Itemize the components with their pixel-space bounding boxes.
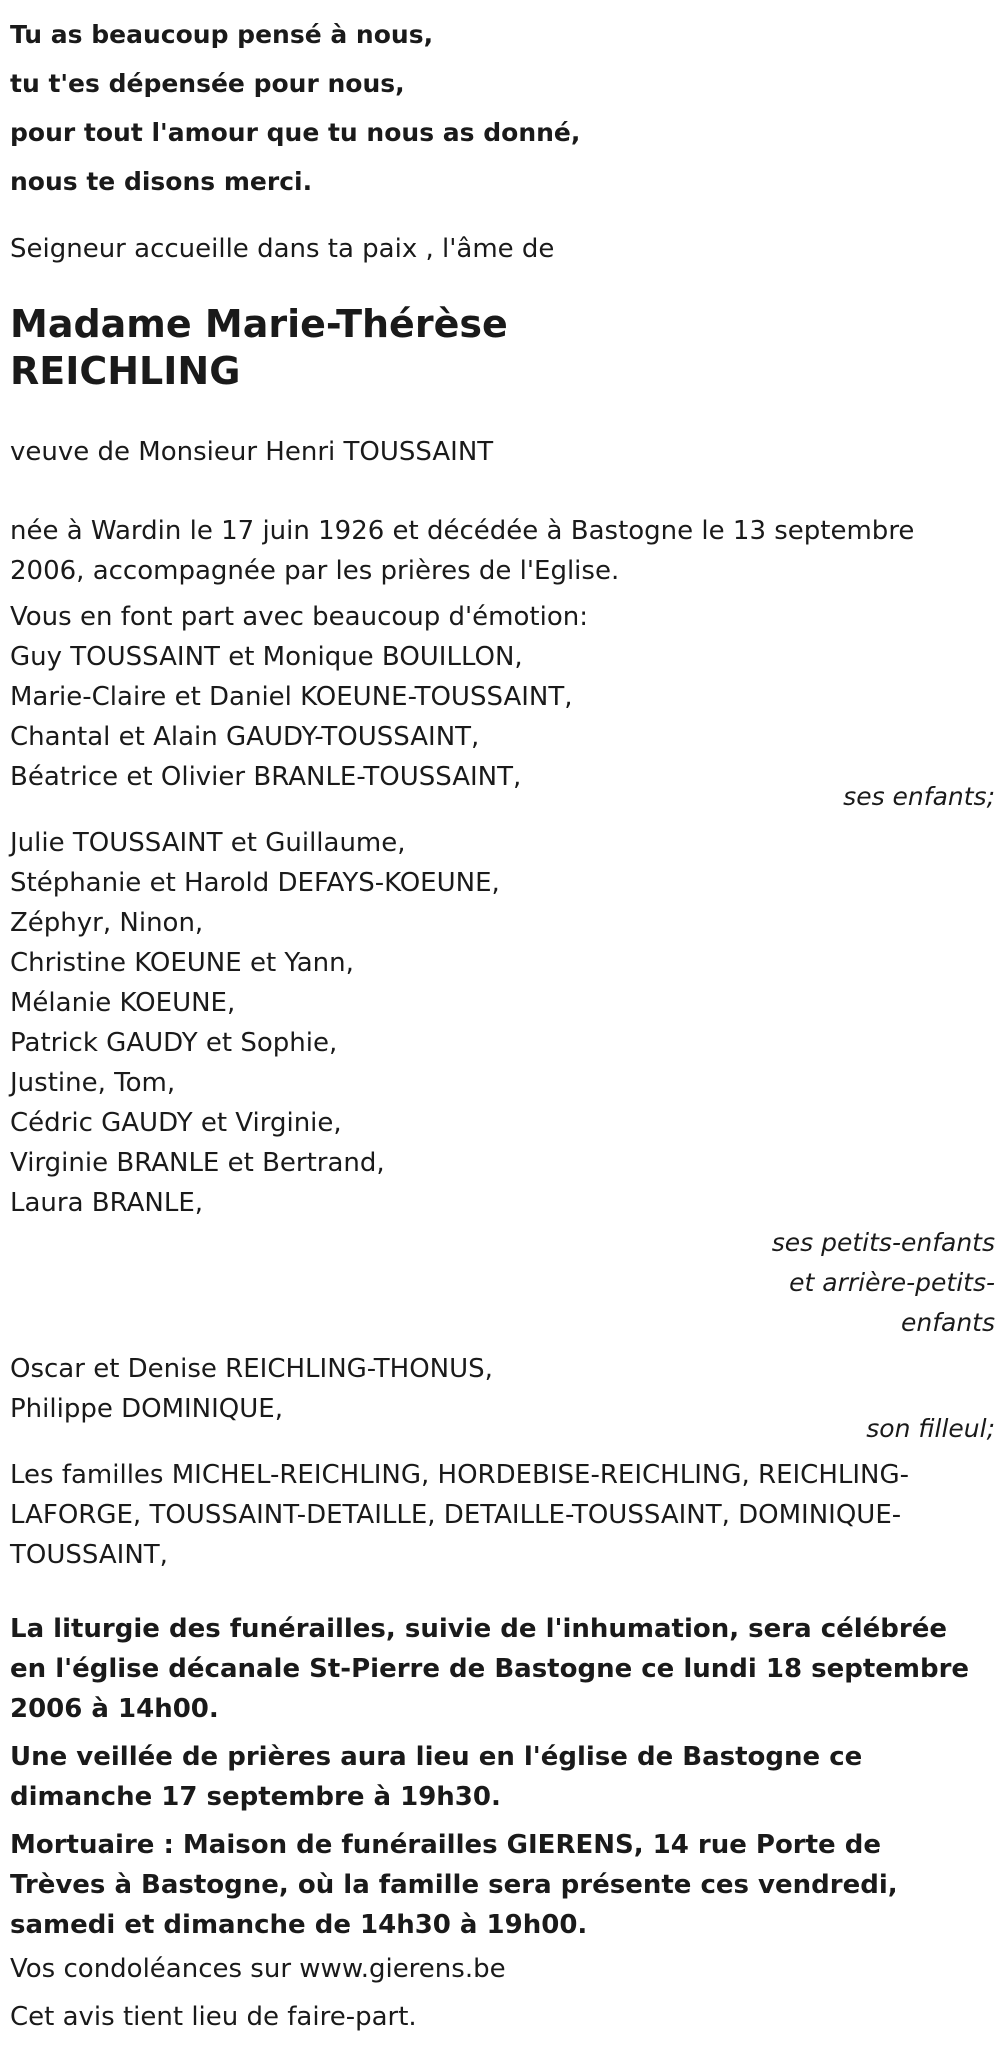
godson-role: son filleul; xyxy=(866,1414,995,1443)
grandchild-entry: Julie TOUSSAINT et Guillaume, xyxy=(10,828,406,858)
grandchild-entry: Stéphanie et Harold DEFAYS-KOEUNE, xyxy=(10,868,500,898)
grandchildren-block xyxy=(10,823,995,1343)
grandchild-entry: Christine KOEUNE et Yann, xyxy=(10,948,354,978)
grandchild-entry: Zéphyr, Ninon, xyxy=(10,908,204,938)
poem-line: nous te disons merci. xyxy=(10,167,313,196)
vigil-text: Une veillée de prières aura lieu en l'église de Bastogne ce dimanche 17 septembre à 19h30. xyxy=(10,1742,863,1812)
condolences-text: Vos condoléances sur www.gierens.be xyxy=(10,1954,506,1984)
birth-death-text: née à Wardin le 17 juin 1926 et décédée à Bastogne le 13 septembre 2006, accompagnée par les prières de l'Eglise. xyxy=(10,516,915,586)
grandchild-entry: Virginie BRANLE et Bertrand, xyxy=(10,1148,385,1178)
grandchild-entry: Laura BRANLE, xyxy=(10,1188,204,1218)
poem-line: tu t'es dépensée pour nous, xyxy=(10,69,405,98)
grandchild-entry: Cédric GAUDY et Virginie, xyxy=(10,1108,342,1138)
grandchildren-role-line: ses petits-enfants xyxy=(771,1228,995,1257)
deceased-name-line: Madame Marie-Thérèse xyxy=(10,302,508,346)
widow-of: veuve de Monsieur Henri TOUSSAINT xyxy=(10,437,494,467)
liturgy-text: La liturgie des funérailles, suivie de l'inhumation, sera célébrée en l'église décanale St-Pierre de Bastogne ce lundi 18 septembre 2006 à 14h00. xyxy=(10,1614,970,1724)
child-entry: Chantal et Alain GAUDY-TOUSSAINT, xyxy=(10,722,480,752)
children-block xyxy=(10,597,995,817)
deceased-surname: REICHLING xyxy=(10,349,241,393)
deceased-name xyxy=(10,301,990,395)
godson-block xyxy=(10,1349,995,1449)
poem-line: Tu as beaucoup pensé à nous, xyxy=(10,20,434,49)
godson-entry: Oscar et Denise REICHLING-THONUS, xyxy=(10,1354,493,1384)
godson-entry: Philippe DOMINIQUE, xyxy=(10,1394,283,1424)
poem-line: pour tout l'amour que tu nous as donné, xyxy=(10,118,581,147)
grandchildren-role xyxy=(735,1223,995,1343)
child-entry: Marie-Claire et Daniel KOEUNE-TOUSSAINT, xyxy=(10,682,573,712)
child-entry: Béatrice et Olivier BRANLE-TOUSSAINT, xyxy=(10,762,522,792)
families-text: Les familles MICHEL-REICHLING, HORDEBISE-REICHLING, REICHLING-LAFORGE, TOUSSAINT-DETAILLE, DETAILLE-TOUSSAINT, DOMINIQUE-TOUSSAINT, xyxy=(10,1460,910,1570)
intro-text: Seigneur accueille dans ta paix , l'âme de xyxy=(10,234,555,264)
children-role: ses enfants; xyxy=(843,782,995,811)
footer-text: Cet avis tient lieu de faire-part. xyxy=(10,2002,417,2032)
grandchild-entry: Justine, Tom, xyxy=(10,1068,176,1098)
grandchild-entry: Mélanie KOEUNE, xyxy=(10,988,236,1018)
poem xyxy=(10,0,990,206)
mortuary-text: Mortuaire : Maison de funérailles GIERENS, 14 rue Porte de Trèves à Bastogne, où la famille sera présente ces vendredi, samedi et dimanche de 14h30 à 19h00. xyxy=(10,1830,898,1940)
grandchildren-role-line: enfants xyxy=(900,1308,995,1337)
child-entry: Guy TOUSSAINT et Monique BOUILLON, xyxy=(10,642,523,672)
grandchildren-role-line: et arrière-petits- xyxy=(789,1268,995,1297)
grandchild-entry: Patrick GAUDY et Sophie, xyxy=(10,1028,338,1058)
announce-text: Vous en font part avec beaucoup d'émotion: xyxy=(10,602,588,632)
